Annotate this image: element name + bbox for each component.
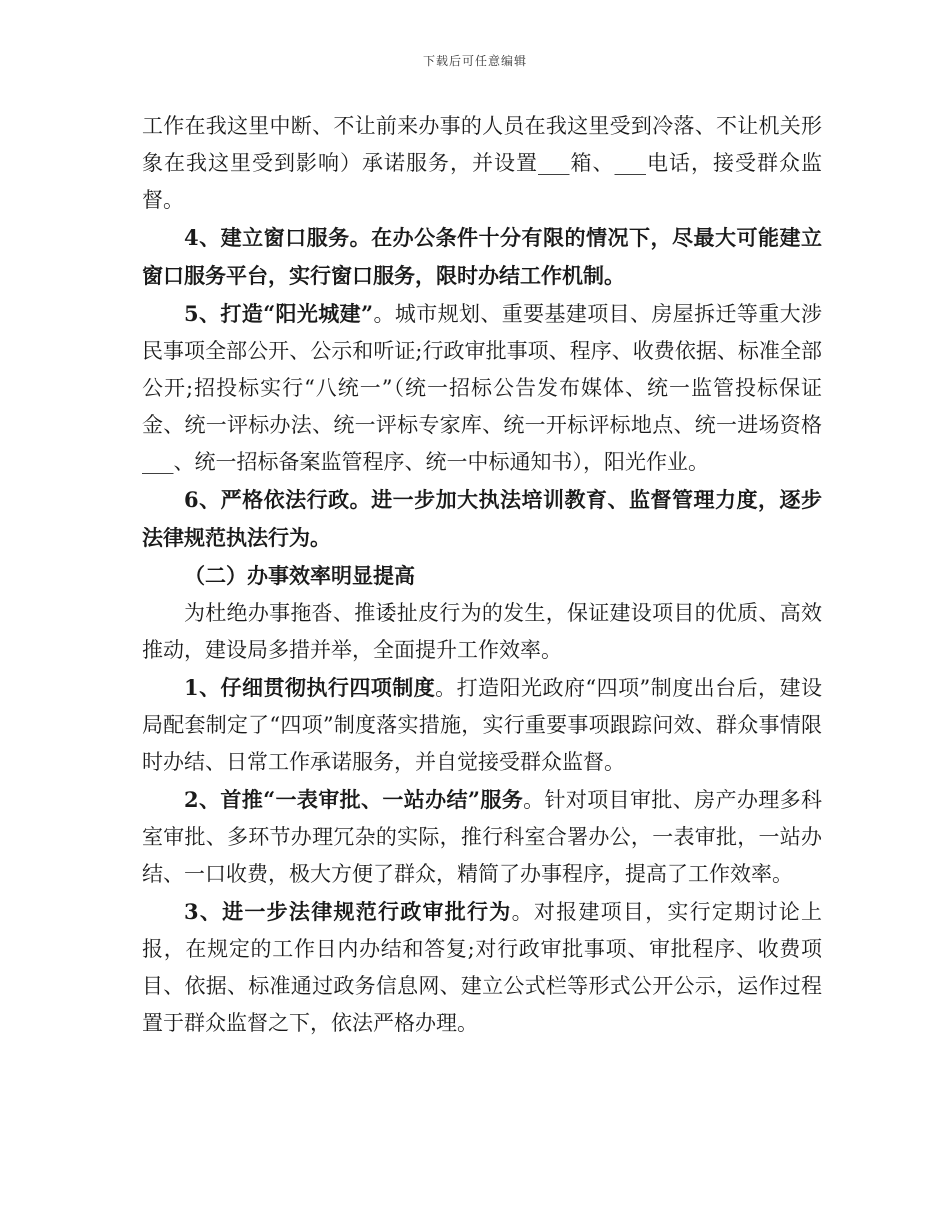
paragraph-text: 为杜绝办事拖沓、推诿扯皮行为的发生，保证建设项目的优质、高效推动，建设局多措并举，全面提升工作效率。 [142,601,822,662]
section-heading-text: （二）办事效率明显提高 [184,563,415,588]
paragraph-item-5 [142,295,822,481]
paragraph-lead: 2、首推“一表审批、一站办结”服务 [184,787,524,812]
paragraph-intro [142,594,822,669]
section-heading [142,557,822,594]
paragraph-item-3 [142,893,822,1042]
paragraph-lead: 4、建立窗口服务。在办公条件十分有限的情况下，尽最大可能建立窗口服务平台，实行窗口服务，限时办结工作机制。 [142,225,822,288]
paragraph-text: 工作在我这里中断、不让前来办事的人员在我这里受到冷落、不让机关形象在我这里受到影响）承诺服务，并设置___箱、___电话，接受群众监督。 [142,114,822,212]
paragraph-lead: 5、打造“阳光城建” [184,301,374,326]
paragraph-lead: 1、仔细贯彻执行四项制度 [184,675,436,700]
paragraph-item-1 [142,669,822,781]
paragraph-text: 。对报建项目，实行定期讨论上报，在规定的工作日内办结和答复;对行政审批事项、审批程序、收费项目、依据、标准通过政务信息网、建立公式栏等形式公开公示，运作过程置于群众监督之下，依法严格办理。 [142,900,822,1035]
paragraph-lead: 3、进一步法律规范行政审批行为 [184,899,512,924]
paragraph-text: 。打造阳光政府“四项”制度出台后，建设局配套制定了“四项”制度落实措施，实行重要事项跟踪问效、群众事情限时办结、日常工作承诺服务，并自觉接受群众监督。 [142,676,822,774]
paragraph-item-6 [142,481,822,557]
paragraph-text: 。城市规划、重要基建项目、房屋拆迁等重大涉民事项全部公开、公示和听证;行政审批事项、程序、收费依据、标准全部公开;招投标实行“八统一”（统一招标公告发布媒体、统一监管投标保证金、统一评标办法、统一评标专家库、统一开标评标地点、统一进场资格___、统一招标备案监管程序、统一中标通知书），阳光作业。 [142,302,822,474]
document-body [142,108,822,1042]
page-header: 下载后可任意编辑 [422,54,527,68]
paragraph-item-4 [142,219,822,295]
paragraph-continuation [142,108,822,219]
paragraph-item-2 [142,781,822,893]
paragraph-lead: 6、严格依法行政。进一步加大执法培训教育、监督管理力度，逐步法律规范执法行为。 [142,487,822,550]
paragraph-text: 。针对项目审批、房产办理多科室审批、多环节办理冗杂的实际，推行科室合署办公，一表审批，一站办结、一口收费，极大方便了群众，精简了办事程序，提高了工作效率。 [142,788,823,886]
